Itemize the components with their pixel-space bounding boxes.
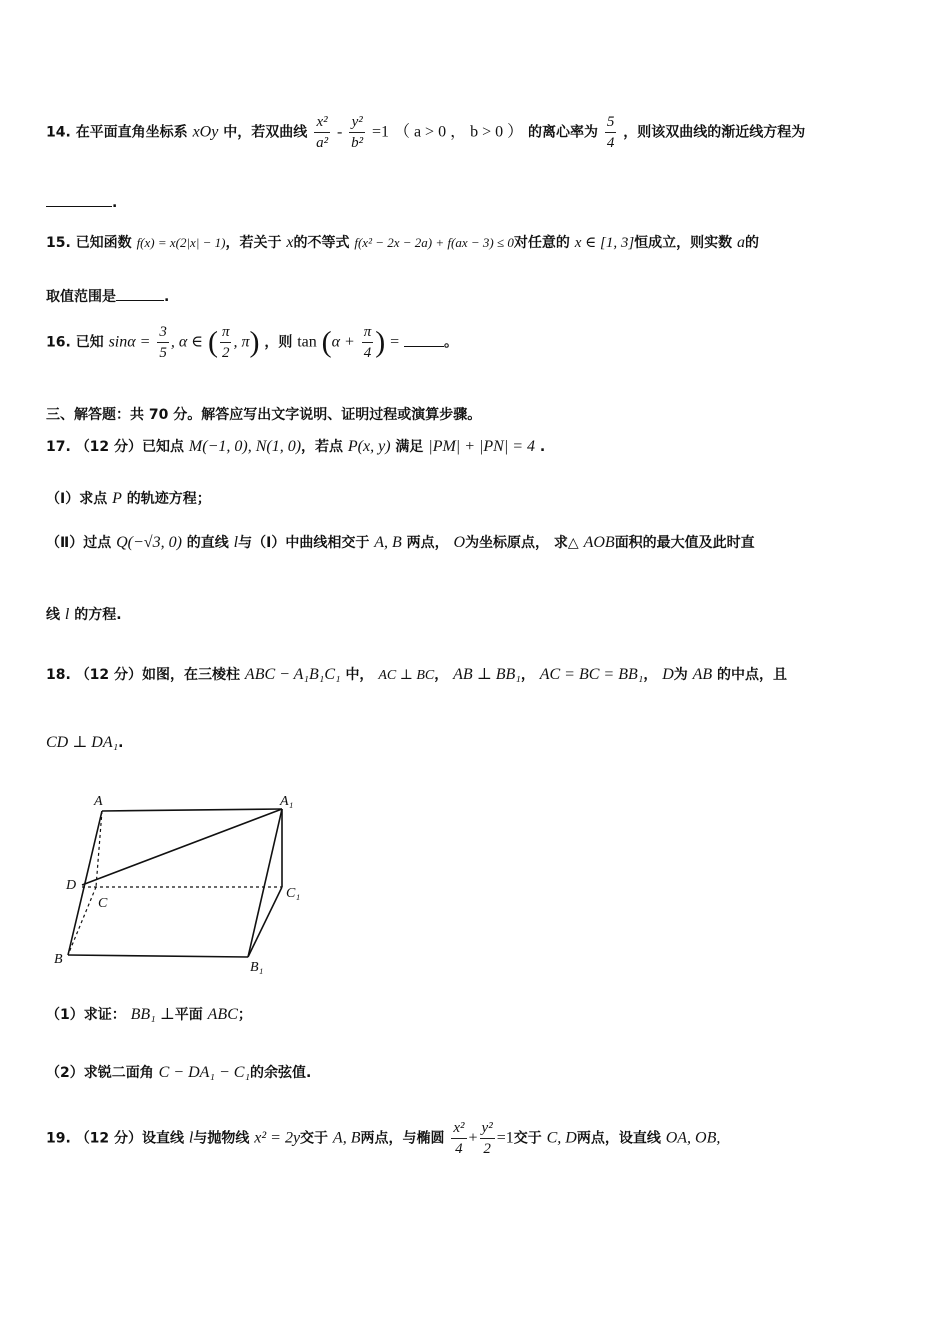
q18-prism: ABC − A₁B₁C₁ [244,666,341,683]
q19-text2: 与抛物线 [193,1130,250,1147]
q14-end: . [112,195,118,211]
q19-lines: OA, OB, [665,1129,721,1147]
q17-text3: 满足 [395,439,424,455]
q19-text3: 交于 [300,1130,329,1147]
q17-points: M(−1, 0), N(1, 0) [188,438,302,455]
q14-y-num: y² [349,112,365,133]
q17-condition: |PM| + |PN| = 4 [428,438,536,455]
q15-domain: x ∈ [1, 3] [574,235,635,251]
q16-text1: 已知 [75,334,104,351]
q18-text4: 的中点，且 [717,667,788,683]
q17-part1-text: 的轨迹方程； [126,491,211,507]
q19-number: 19. [46,1130,71,1147]
q19-ab: A, B [332,1129,361,1147]
q17-part2-line2a: 线 [46,607,60,623]
q16-tan-den: 4 [363,345,372,361]
q19-line [46,1118,720,1159]
edge-a1-b1 [248,809,282,957]
q16-sin-lhs: sinα = [108,333,151,351]
q15-text6: 的 [745,235,760,251]
q19-score: （12 分） [75,1130,143,1147]
q17-part2-text1: 的直线 [186,535,229,551]
q18-line [46,664,787,684]
q14-ecc-num: 5 [605,112,617,133]
q15-answer-blank[interactable] [116,286,164,301]
q16-interval-frac [220,322,232,363]
prism-figure [50,785,310,985]
q16-tan-frac [362,322,374,363]
q16-sin-num: 3 [157,322,169,343]
q14-x-den: a² [316,135,329,151]
label-c1: C₁ [286,886,301,901]
q18-part2-text: 的余弦值. [250,1065,312,1081]
q18-ab: AB [692,666,713,683]
q17-text1: 已知点 [142,439,185,455]
q18-line2 [46,732,124,752]
q18-comma1: ， [434,667,449,683]
q17-part2 [46,532,755,552]
q14-hyperbola-y-frac [349,112,365,153]
q16-number: 16. [46,334,71,351]
q14-text1: 在平面直角坐标系 [75,124,188,141]
q18-cond2: AB ⊥ BB₁ [453,666,521,683]
q17-line [46,436,545,456]
q19-y-num: y² [480,1118,495,1139]
q14-hyperbola-x-frac [314,112,330,153]
q16-end: 。 [444,334,459,351]
edge-c1-b1 [248,887,282,957]
q17-end: . [539,439,546,455]
q14-y-den: b² [351,135,364,151]
q14-x-num: x² [314,112,330,133]
q17-part2-line2 [46,604,122,624]
q15-text3: 的不等式 [293,235,350,251]
q15-text4: 对任意的 [513,235,570,251]
label-b: B [54,952,63,967]
q18-part2-label: （2）求锐二面角 [46,1065,154,1081]
q17-part2-label: （Ⅱ）过点 [46,535,112,551]
q17-part2-point: Q(−√3, 0) [116,534,182,551]
q14-answer-blank[interactable] [46,192,112,207]
q19-ellipse-x-frac [451,1118,466,1159]
q17-part1-var: P [112,490,122,507]
q18-part2-math: C − DA₁ − C₁ [158,1064,251,1081]
q18-text3: 为 [673,667,688,683]
q18-part1-end: ； [237,1007,252,1023]
q17-part2-text2: 与（Ⅰ）中曲线相交于 [238,535,370,551]
q14-answer-line [46,192,117,211]
q19-y-den: 2 [483,1141,491,1157]
q14-text4: ，则该双曲线的渐近线方程为 [623,124,806,141]
q15-text1: 已知函数 [75,235,132,251]
q18-cond1: AC ⊥ BC [378,668,435,683]
q15-function: f(x) = x(2|x| − 1) [136,235,226,250]
q16-tan-lhs: tan [297,333,317,351]
q16-answer-blank[interactable] [404,332,444,347]
q17-part2-aob: AOB [583,534,615,551]
q19-plus: + [468,1129,478,1147]
q16-eq: = [390,333,400,351]
q19-rhs: =1 [496,1129,514,1147]
q14-coord-system: xOy [192,123,219,141]
q15-number: 15. [46,235,71,251]
q19-ellipse-y-frac [480,1118,495,1159]
q19-cd: C, D [546,1129,577,1147]
q14-text3: 的离心率为 [527,124,598,141]
label-b1: B₁ [250,960,264,975]
q18-part2 [46,1062,311,1082]
q16-text2: ，则 [264,334,293,351]
q17-part2-text4: 为坐标原点， 求△ [465,535,579,551]
q18-part1-plane: ABC [207,1006,238,1023]
q14-line [46,112,805,153]
q14-eccentricity-frac [605,112,617,153]
q16-paren-open: ( [207,325,218,359]
q18-score: （12 分） [75,667,143,683]
q18-end: . [118,735,124,751]
q15-var: x [286,234,294,251]
q18-part1-text: 平面 [174,1007,203,1023]
edge-a-a1 [102,809,282,811]
q15-line2 [46,286,169,306]
q17-p: P(x, y) [347,438,391,455]
q17-part2-ab: A, B [374,534,402,551]
q15-line2-text: 取值范围是 [46,289,116,305]
q17-score: （12 分） [75,439,143,455]
q16-tan-paren-open: ( [321,325,332,359]
q16-tan-num: π [362,322,374,343]
q14-text2: 中，若双曲线 [223,124,308,141]
q18-part1 [46,1004,252,1024]
q16-tan-inner: α + [331,333,355,351]
q15-line [46,232,759,252]
q16-paren-close: ) [249,325,260,359]
q16-tan-paren-close: ) [375,325,386,359]
q19-x-den: 4 [455,1141,463,1157]
q17-text2: ，若点 [301,439,344,455]
q18-d: D [662,666,674,683]
edge-b-b1 [68,955,248,957]
q18-cond3: AC = BC = BB₁ [539,666,644,683]
q16-alpha-in: , α ∈ [170,333,204,351]
q15-end: . [164,289,170,305]
q17-part2-line2l: l [64,606,70,623]
q18-comma2: ， [520,667,535,683]
edge-d-a1 [82,809,282,885]
q17-part2-text3: 两点， [406,535,449,551]
q18-cond4: CD ⊥ DA₁ [46,734,119,751]
q18-number: 18. [46,667,71,683]
q19-x-num: x² [451,1118,466,1139]
q19-text1: 设直线 [142,1130,185,1147]
q17-part1 [46,488,211,508]
q17-part1-label: （Ⅰ）求点 [46,491,108,507]
label-a: A [94,794,103,809]
q14-condition: （ a > 0 ， b > 0 ） [393,123,524,141]
q14-rhs: =1 [372,123,390,141]
q17-number: 17. [46,439,71,455]
q19-l: l [188,1129,194,1147]
q18-part1-label: （1）求证： [46,1007,126,1023]
label-a1: A₁ [280,794,294,809]
q16-interval-num: π [220,322,232,343]
q16-interval-end: , π [233,333,250,351]
section3-heading: 三、解答题：共 70 分。解答应写出文字说明、证明过程或演算步骤。 [46,407,482,423]
q16-interval-den: 2 [221,345,230,361]
q18-text1: 如图，在三棱柱 [142,667,241,683]
q14-number: 14. [46,124,71,141]
q16-sin-den: 5 [159,345,167,361]
label-d: D [66,878,77,893]
q19-text5: 交于 [513,1130,542,1147]
q18-part1-math: BB₁ ⊥ [130,1006,175,1023]
q14-minus: - [336,123,343,141]
q19-text4: 两点，与椭圆 [360,1130,445,1147]
q19-parabola: x² = 2y [254,1129,301,1147]
q19-text6: 两点，设直线 [576,1130,661,1147]
q17-part2-l: l [233,534,239,551]
q18-text2: 中， [345,667,374,683]
q15-text2: ，若关于 [225,235,282,251]
q15-text5: 恒成立，则实数 [634,235,733,251]
q14-ecc-den: 4 [606,135,615,151]
q16-sin-frac [157,322,169,363]
q15-param: a [737,234,746,251]
q17-part2-o: O [453,534,466,551]
q18-comma3: ， [643,667,658,683]
q16-line [46,322,458,363]
q17-part2-text5: 面积的最大值及此时直 [614,535,755,551]
q15-inequality: f(x² − 2x − 2a) + f(ax − 3) ≤ 0 [354,235,514,250]
label-c: C [98,896,108,911]
q17-part2-line2b: 的方程. [74,607,122,623]
